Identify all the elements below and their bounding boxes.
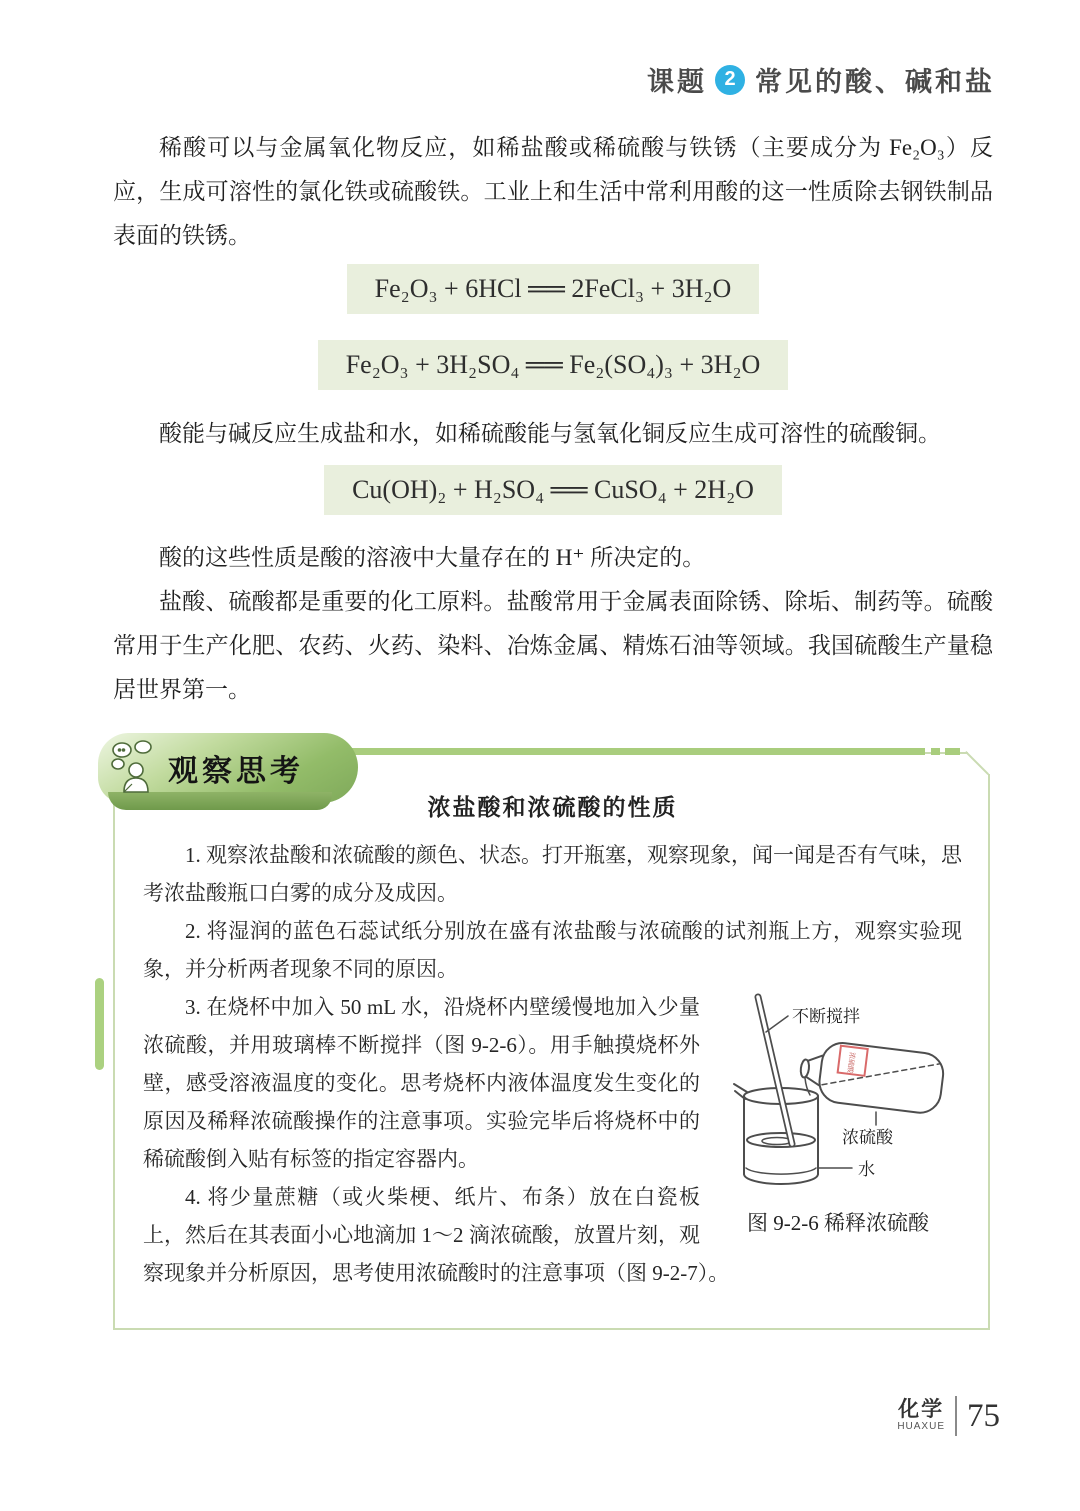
footer-subject-block [897,1399,945,1433]
footer-subject: 化学 [898,1398,945,1421]
stir-leader-line [766,1016,788,1032]
lesson-label: 课题 [647,67,707,97]
bottle-label-text: 浓硫酸 [845,1051,857,1074]
bottle-mouth [800,1059,810,1078]
figure-label-water: 水 [858,1160,875,1179]
box-top-accent-line [340,748,925,755]
equation-fe2o3-h2so4: Fe₂O₃ + 3H₂SO₄ ══ Fe₂(SO₄)₃ + 3H₂O [318,340,789,390]
page-header [647,60,995,99]
figure-label-stir: 不断搅拌 [792,1007,860,1026]
box-accent-dash [945,748,960,755]
figure-labels [792,1007,894,1179]
person-thinking-icon [110,740,162,796]
activity-box-content [115,754,988,1328]
paragraph-industry-uses: 盐酸、硫酸都是重要的化工原料。盐酸常用于金属表面除锈、除垢、制药等。硫酸常用于生产化肥、农药、火药、染料、冶炼金属、精炼石油等领域。我国硫酸生产量稳居世界第一。 [113,589,993,702]
equation-row-1 [113,264,993,314]
figure-9-2-6 [714,992,962,1238]
footer-divider [955,1396,957,1436]
paragraph-acid-base: 酸能与碱反应生成盐和水，如稀硫酸能与氢氧化铜反应生成可溶性的硫酸铜。 [159,421,941,446]
pour-stream [805,1078,810,1095]
water-lower-arc [746,1168,816,1174]
activity-item-4: 4. 将少量蔗糖（或火柴梗、纸片、布条）放在白瓷板上，然后在其表面小心地滴加 1～2 滴浓硫酸，放置片刻，观察现象并分析原因，思考使用浓硫酸时的注意事项（图 9-2-7）。 [143,1185,730,1285]
equation-row-3 [113,465,993,515]
beaker-bottom [744,1174,818,1184]
activity-item-1: 1. 观察浓盐酸和浓硫酸的颜色、状态。打开瓶塞，观察现象，闻一闻是否有气味，思考浓盐酸瓶口白雾的成分及成因。 [143,843,962,905]
activity-item-3: 3. 在烧杯中加入 50 mL 水，沿烧杯内壁缓慢地加入少量浓硫酸，并用玻璃棒不断搅拌（图 9-2-6）。用手触摸烧杯外壁，感受溶液温度的变化。思考烧杯内液体温度发生变化的原因及稀释浓硫酸操作的注意事项。实验完毕后将烧杯中的稀硫酸倒入贴有标签的指定容器内。 [143,995,700,1171]
reagent-bottle [797,1038,945,1115]
lesson-number-badge: 2 [715,65,745,95]
bottle-body [817,1041,945,1115]
activity-item-2: 2. 将湿润的蓝色石蕊试纸分别放在盛有浓盐酸与浓硫酸的试剂瓶上方，观察实验现象，并分析两者现象不同的原因。 [143,919,962,981]
figure-label-acid: 浓硫酸 [842,1128,893,1147]
equation-cuoh2-h2so4: Cu(OH)₂ + H₂SO₄ ══ CuSO₄ + 2H₂O [324,465,782,515]
box-accent-dash [931,748,940,755]
page-number: 75 [967,1397,1000,1434]
equation-row-2 [113,340,993,390]
glass-rod-highlight [758,997,792,1144]
observe-think-label: 观察思考 [168,755,304,788]
box-left-accent-bar [95,978,104,1070]
paragraph-h-ion: 酸的这些性质是酸的溶液中大量存在的 H⁺ 所决定的。 [159,545,706,570]
dilution-figure-svg [714,992,962,1198]
equation-fe2o3-hcl: Fe₂O₃ + 6HCl ══ 2FeCl₃ + 3H₂O [347,264,760,314]
page-footer [897,1396,1000,1436]
figure-caption: 图 9-2-6 稀释浓硫酸 [747,1211,929,1235]
footer-subject-pinyin: HUAXUE [897,1421,945,1432]
activity-title: 浓盐酸和浓硫酸的性质 [427,794,678,820]
chapter-title: 常见的酸、碱和盐 [755,67,995,97]
paragraph-acid-metal-oxide: 稀酸可以与金属氧化物反应，如稀盐酸或稀硫酸与铁锈（主要成分为 Fe₂O₃）反应，生成可溶性的氯化铁或硫酸铁。工业上和生活中常利用酸的这一性质除去钢铁制品表面的铁锈。 [113,135,993,248]
observe-think-tab [98,733,358,803]
